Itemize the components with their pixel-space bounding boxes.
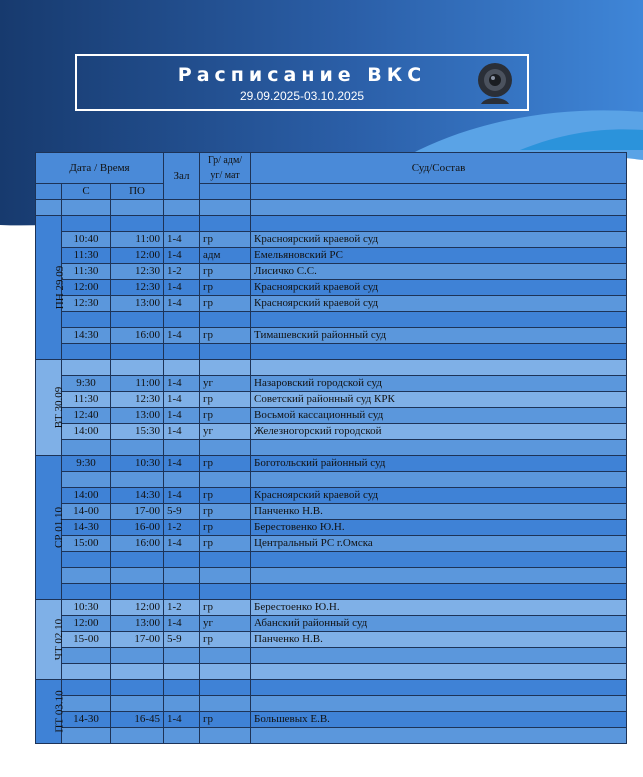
day-label-text: СР 01.10 <box>52 507 65 548</box>
day-label <box>36 360 66 456</box>
court-cell: Красноярский краевой суд <box>251 296 627 312</box>
hall-cell: 1-4 <box>164 248 200 264</box>
day-label-text: ЧТ 02.10 <box>53 618 66 661</box>
time-to-cell: 12:00 <box>111 248 164 264</box>
page-title: Расписание ВКС <box>177 64 427 86</box>
time-to-cell: 12:30 <box>111 280 164 296</box>
type-cell <box>200 664 251 680</box>
time-from-cell: 11:30 <box>62 264 111 280</box>
time-from-cell <box>62 696 111 712</box>
table-row <box>36 360 627 376</box>
court-cell <box>251 568 627 584</box>
hall-cell: 1-2 <box>164 264 200 280</box>
table-row <box>36 520 627 536</box>
time-to-cell <box>111 568 164 584</box>
court-cell: Советский районный суд КРК <box>251 392 627 408</box>
hall-cell <box>164 344 200 360</box>
table-row <box>36 312 627 328</box>
table-row <box>36 712 627 728</box>
court-cell: Большевых Е.В. <box>251 712 627 728</box>
court-cell: Панченко Н.В. <box>251 504 627 520</box>
time-from-cell: 11:30 <box>62 248 111 264</box>
hall-cell: 1-4 <box>164 456 200 472</box>
hall-cell: 5-9 <box>164 632 200 648</box>
spacer-cell <box>251 200 627 216</box>
table-row <box>36 472 627 488</box>
day-label <box>36 456 65 600</box>
table-row <box>36 584 627 600</box>
header-blank <box>251 184 627 200</box>
time-to-cell: 14:30 <box>111 488 164 504</box>
court-cell: Абанский районный суд <box>251 616 627 632</box>
table-row <box>36 488 627 504</box>
court-cell: Красноярский краевой суд <box>251 232 627 248</box>
time-from-cell: 14-30 <box>62 712 111 728</box>
court-cell: Берестоенко Ю.Н. <box>251 600 627 616</box>
day-label-text: ПН 29.09 <box>54 265 67 310</box>
spacer-cell <box>200 200 251 216</box>
time-to-cell <box>111 440 164 456</box>
time-from-cell <box>62 664 111 680</box>
table-row <box>36 616 627 632</box>
time-to-cell <box>111 728 164 744</box>
type-cell: гр <box>200 232 251 248</box>
hall-cell: 1-4 <box>164 296 200 312</box>
time-to-cell: 12:30 <box>111 264 164 280</box>
court-cell: Боготольский районный суд <box>251 456 627 472</box>
time-from-cell <box>62 648 111 664</box>
header-datetime: Дата / Время <box>36 153 164 184</box>
table-row <box>36 536 627 552</box>
court-cell <box>251 664 627 680</box>
webcam-icon <box>471 60 519 108</box>
court-cell: Назаровский городской суд <box>251 376 627 392</box>
time-from-cell <box>62 216 111 232</box>
hall-cell: 1-2 <box>164 520 200 536</box>
time-to-cell <box>111 472 164 488</box>
title-banner <box>75 54 529 111</box>
type-cell <box>200 648 251 664</box>
header-court: Суд/Состав <box>251 153 627 184</box>
type-cell: уг <box>200 616 251 632</box>
time-from-cell: 9:30 <box>62 376 111 392</box>
table-row <box>36 504 627 520</box>
time-to-cell <box>111 696 164 712</box>
court-cell: Красноярский краевой суд <box>251 488 627 504</box>
hall-cell <box>164 440 200 456</box>
time-from-cell <box>62 552 111 568</box>
court-cell <box>251 360 627 376</box>
time-to-cell <box>111 648 164 664</box>
type-cell <box>200 584 251 600</box>
court-cell <box>251 312 627 328</box>
court-cell <box>251 440 627 456</box>
hall-cell: 1-4 <box>164 712 200 728</box>
type-cell <box>200 216 251 232</box>
type-cell <box>200 360 251 376</box>
type-cell <box>200 344 251 360</box>
day-label <box>36 680 66 744</box>
table-row <box>36 280 627 296</box>
court-cell: Красноярский краевой суд <box>251 280 627 296</box>
table-row <box>36 552 627 568</box>
time-from-cell: 15-00 <box>62 632 111 648</box>
type-cell: уг <box>200 424 251 440</box>
time-from-cell <box>62 312 111 328</box>
day-label <box>36 216 67 360</box>
hall-cell <box>164 648 200 664</box>
day-label <box>36 600 66 680</box>
time-to-cell: 11:00 <box>111 376 164 392</box>
court-cell <box>251 552 627 568</box>
header-from: С <box>62 184 111 200</box>
time-from-cell: 14:00 <box>62 488 111 504</box>
type-cell <box>200 568 251 584</box>
court-cell: Центральный РС г.Омска <box>251 536 627 552</box>
hall-cell <box>164 696 200 712</box>
header-type: Гр/ адм/уг/ мат <box>200 153 251 184</box>
time-from-cell <box>62 680 111 696</box>
hall-cell <box>164 360 200 376</box>
table-row <box>36 648 627 664</box>
time-to-cell <box>111 552 164 568</box>
court-cell: Восьмой кассационный суд <box>251 408 627 424</box>
table-row <box>36 392 627 408</box>
time-to-cell: 12:30 <box>111 392 164 408</box>
time-from-cell <box>62 472 111 488</box>
time-from-cell: 14:30 <box>62 328 111 344</box>
table-row <box>36 216 627 232</box>
time-from-cell <box>62 344 111 360</box>
header-hall: Зал <box>164 153 200 200</box>
time-to-cell <box>111 584 164 600</box>
type-cell <box>200 312 251 328</box>
time-to-cell: 16:00 <box>111 328 164 344</box>
table-row <box>36 664 627 680</box>
type-cell: гр <box>200 504 251 520</box>
time-from-cell: 12:40 <box>62 408 111 424</box>
hall-cell: 5-9 <box>164 504 200 520</box>
court-cell <box>251 648 627 664</box>
time-from-cell: 14-00 <box>62 504 111 520</box>
type-cell: гр <box>200 712 251 728</box>
type-cell <box>200 440 251 456</box>
table-row <box>36 264 627 280</box>
court-cell <box>251 680 627 696</box>
table-row <box>36 680 627 696</box>
time-to-cell: 10:30 <box>111 456 164 472</box>
hall-cell: 1-4 <box>164 232 200 248</box>
spacer-cell <box>164 200 200 216</box>
table-row <box>36 296 627 312</box>
hall-cell: 1-4 <box>164 616 200 632</box>
type-cell: уг <box>200 376 251 392</box>
table-row <box>36 728 627 744</box>
time-to-cell: 16-45 <box>111 712 164 728</box>
time-from-cell: 10:30 <box>62 600 111 616</box>
hall-cell: 1-4 <box>164 488 200 504</box>
time-from-cell: 14-30 <box>62 520 111 536</box>
type-cell: гр <box>200 408 251 424</box>
hall-cell <box>164 472 200 488</box>
type-cell <box>200 680 251 696</box>
type-cell: гр <box>200 456 251 472</box>
time-to-cell: 17-00 <box>111 632 164 648</box>
court-cell: Тимашевский районный суд <box>251 328 627 344</box>
hall-cell <box>164 584 200 600</box>
time-from-cell <box>62 568 111 584</box>
table-row <box>36 568 627 584</box>
hall-cell <box>164 680 200 696</box>
time-to-cell: 13:00 <box>111 296 164 312</box>
spacer-cell <box>111 200 164 216</box>
time-from-cell: 9:30 <box>62 456 111 472</box>
spacer-cell <box>36 200 62 216</box>
time-to-cell <box>111 216 164 232</box>
type-cell: гр <box>200 392 251 408</box>
table-row <box>36 408 627 424</box>
schedule-table <box>35 152 627 744</box>
hall-cell: 1-4 <box>164 408 200 424</box>
time-from-cell <box>62 584 111 600</box>
hall-cell <box>164 312 200 328</box>
type-cell: гр <box>200 488 251 504</box>
time-from-cell <box>62 728 111 744</box>
table-row <box>36 456 627 472</box>
type-cell: гр <box>200 296 251 312</box>
hall-cell: 1-4 <box>164 376 200 392</box>
time-from-cell: 12:00 <box>62 280 111 296</box>
time-to-cell <box>111 344 164 360</box>
hall-cell <box>164 664 200 680</box>
court-cell <box>251 216 627 232</box>
date-range: 29.09.2025-03.10.2025 <box>239 89 365 103</box>
time-from-cell: 11:30 <box>62 392 111 408</box>
table-row <box>36 440 627 456</box>
spacer-cell <box>62 200 111 216</box>
type-cell <box>200 552 251 568</box>
table-row <box>36 344 627 360</box>
type-cell <box>200 472 251 488</box>
type-cell: гр <box>200 264 251 280</box>
table-row <box>36 248 627 264</box>
hall-cell <box>164 552 200 568</box>
time-to-cell <box>111 312 164 328</box>
time-to-cell: 13:00 <box>111 408 164 424</box>
day-label-text: ВТ 30.09 <box>53 386 66 429</box>
table-row <box>36 424 627 440</box>
court-cell: Лисичко С.С. <box>251 264 627 280</box>
time-to-cell: 12:00 <box>111 600 164 616</box>
time-to-cell: 11:00 <box>111 232 164 248</box>
type-cell: гр <box>200 280 251 296</box>
type-cell: гр <box>200 632 251 648</box>
court-cell <box>251 584 627 600</box>
time-to-cell: 16:00 <box>111 536 164 552</box>
time-to-cell <box>111 360 164 376</box>
table-row <box>36 328 627 344</box>
time-from-cell: 12:30 <box>62 296 111 312</box>
time-to-cell <box>111 680 164 696</box>
time-from-cell: 15:00 <box>62 536 111 552</box>
header-blank <box>36 184 62 200</box>
time-to-cell: 17-00 <box>111 504 164 520</box>
type-cell: гр <box>200 600 251 616</box>
court-cell: Панченко Н.В. <box>251 632 627 648</box>
court-cell <box>251 696 627 712</box>
court-cell: Железногорский городской <box>251 424 627 440</box>
court-cell <box>251 728 627 744</box>
time-from-cell: 10:40 <box>62 232 111 248</box>
time-to-cell: 16-00 <box>111 520 164 536</box>
court-cell: Берестовенко Ю.Н. <box>251 520 627 536</box>
court-cell <box>251 344 627 360</box>
court-cell <box>251 472 627 488</box>
hall-cell <box>164 568 200 584</box>
hall-cell: 1-4 <box>164 536 200 552</box>
hall-cell: 1-4 <box>164 328 200 344</box>
time-from-cell: 14:00 <box>62 424 111 440</box>
table-row <box>36 232 627 248</box>
hall-cell: 1-2 <box>164 600 200 616</box>
court-cell: Емельяновский РС <box>251 248 627 264</box>
hall-cell: 1-4 <box>164 392 200 408</box>
type-cell <box>200 696 251 712</box>
header-to: ПО <box>111 184 164 200</box>
table-row <box>36 600 627 616</box>
time-from-cell: 12:00 <box>62 616 111 632</box>
day-label-text: ПТ 03.10 <box>53 690 66 733</box>
type-cell: гр <box>200 520 251 536</box>
hall-cell: 1-4 <box>164 424 200 440</box>
table-row <box>36 696 627 712</box>
hall-cell: 1-4 <box>164 280 200 296</box>
hall-cell <box>164 216 200 232</box>
time-to-cell: 13:00 <box>111 616 164 632</box>
time-from-cell <box>62 440 111 456</box>
type-cell: гр <box>200 328 251 344</box>
hall-cell <box>164 728 200 744</box>
time-to-cell: 15:30 <box>111 424 164 440</box>
time-to-cell <box>111 664 164 680</box>
table-row <box>36 376 627 392</box>
type-cell: адм <box>200 248 251 264</box>
table-row <box>36 632 627 648</box>
type-cell: гр <box>200 536 251 552</box>
time-from-cell <box>62 360 111 376</box>
type-cell <box>200 728 251 744</box>
header-blank <box>200 184 251 200</box>
